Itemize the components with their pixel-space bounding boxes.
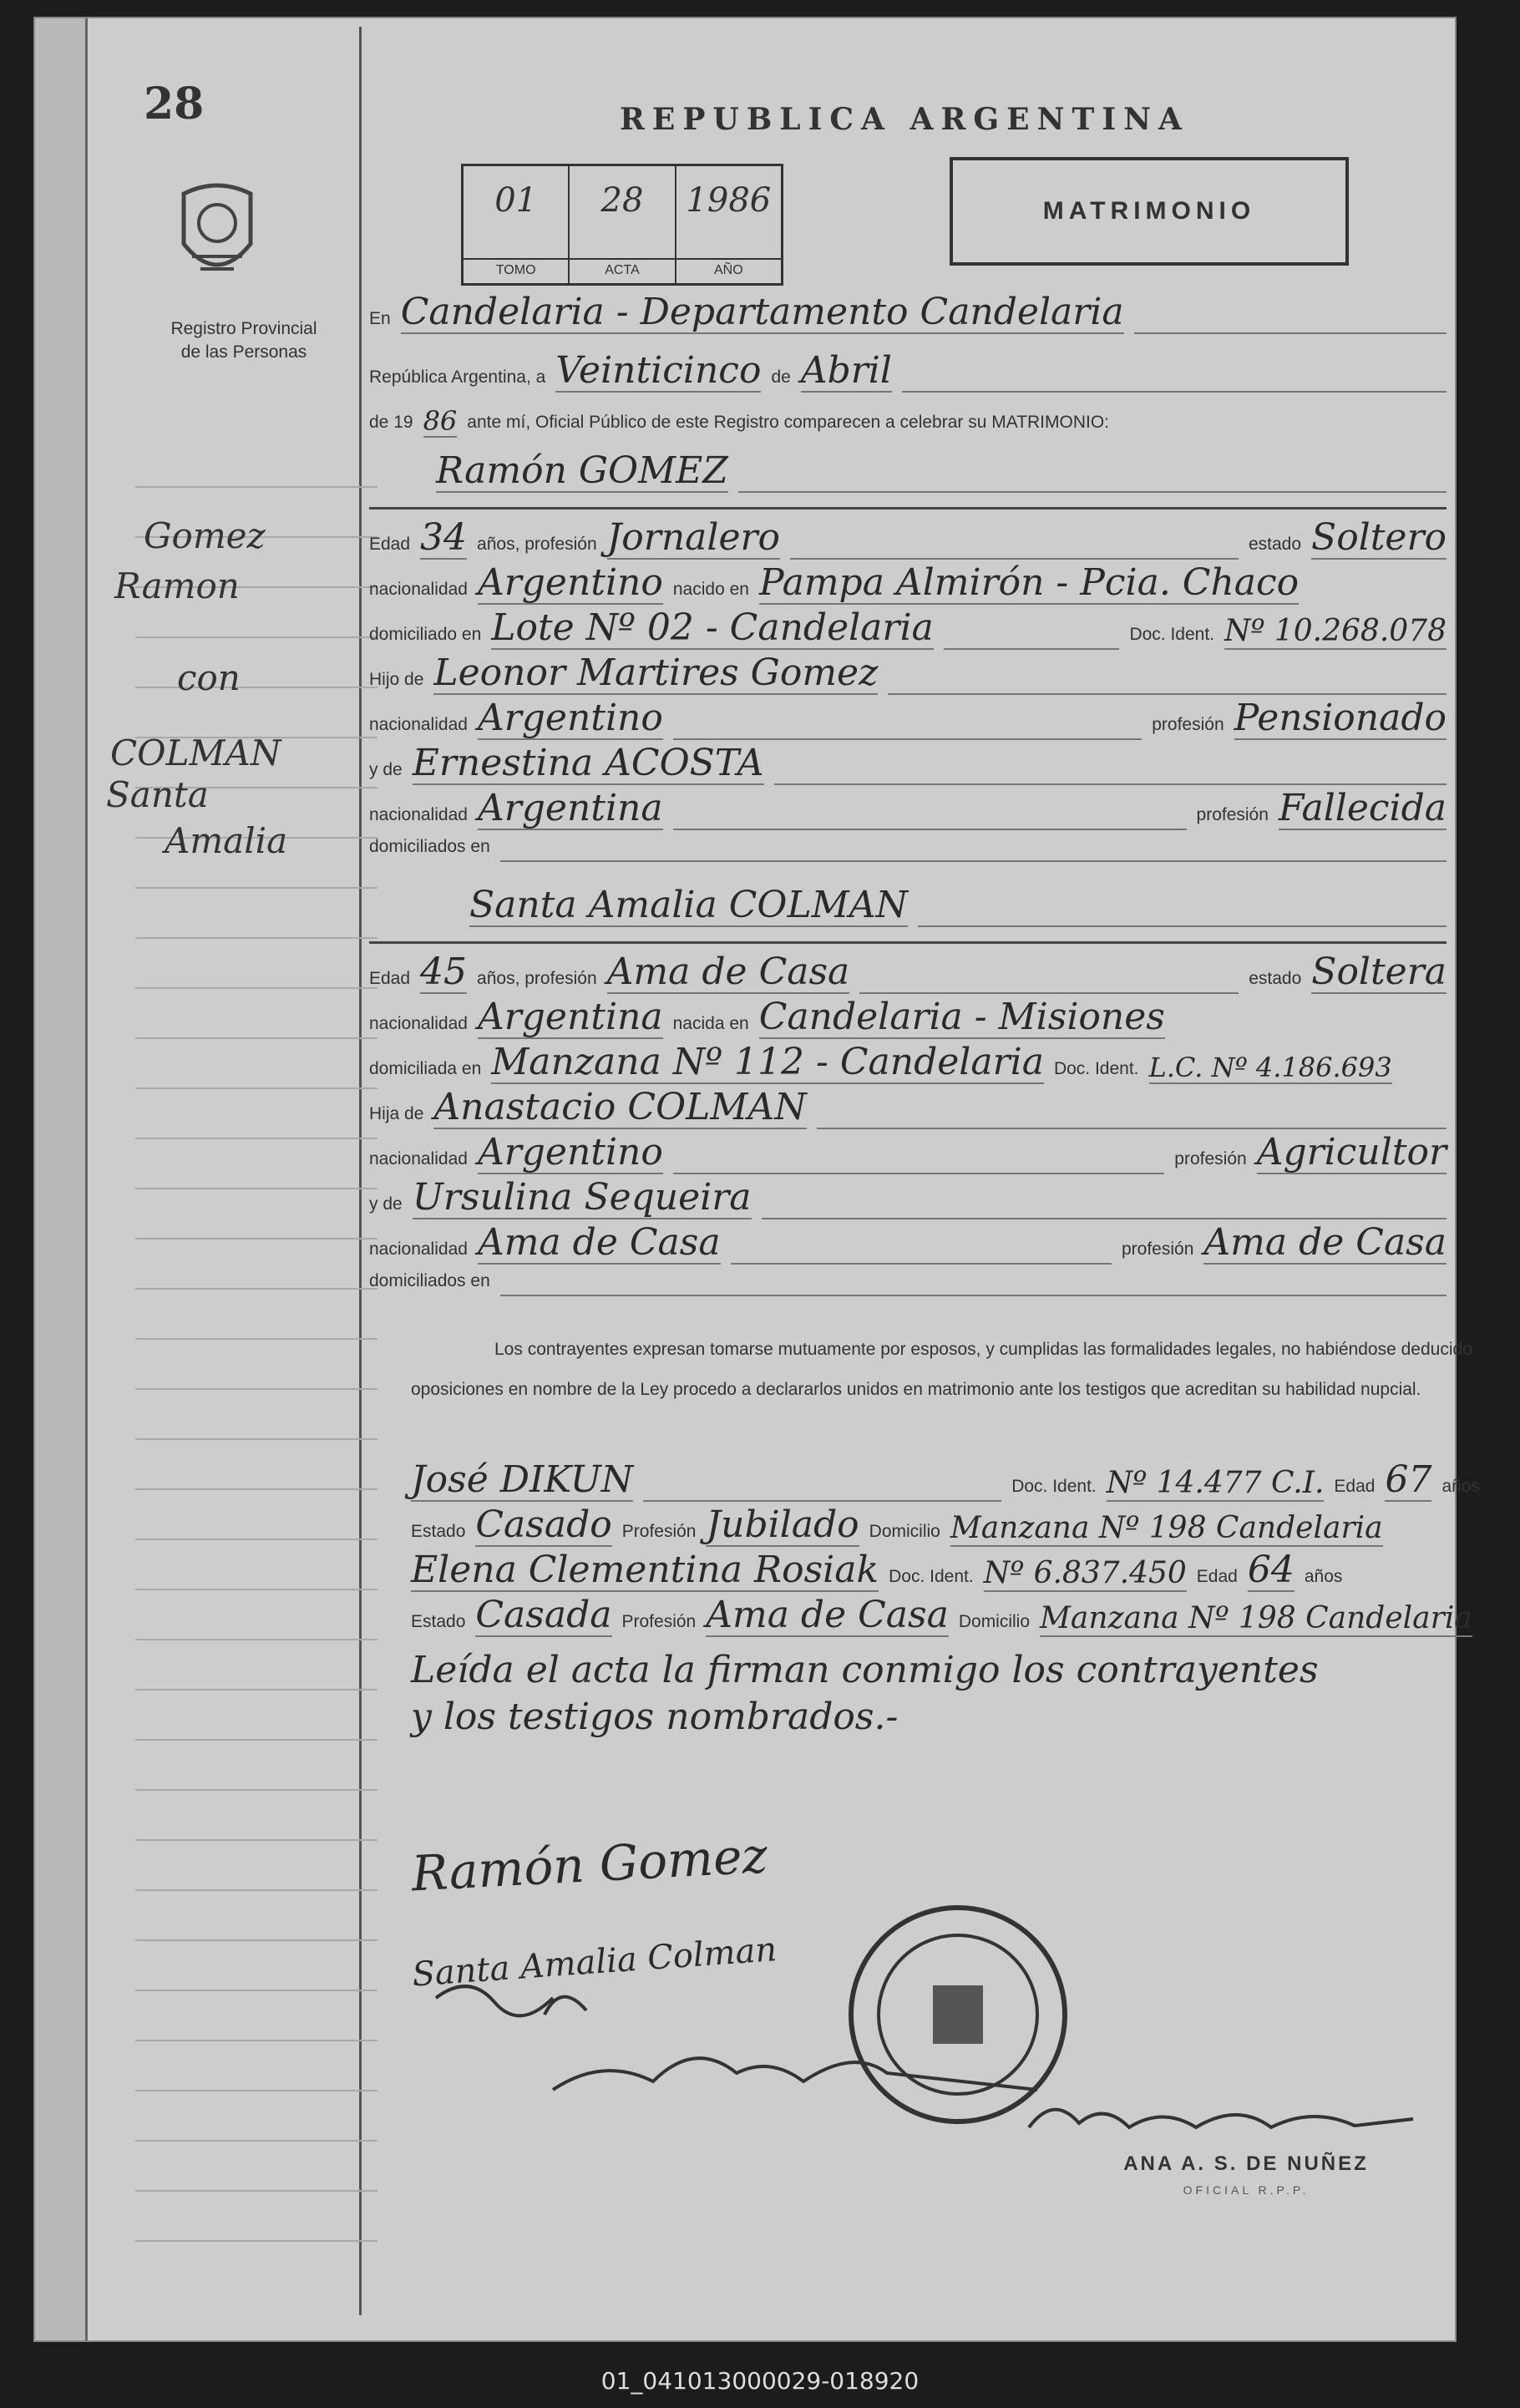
profesion-label: años, profesión xyxy=(477,535,597,554)
month-value: Abril xyxy=(800,349,892,392)
registry-line2: de las Personas xyxy=(180,342,307,362)
register-page xyxy=(33,17,1480,2342)
margin-rule xyxy=(135,1739,377,1741)
nacionalidad-label: nacionalidad xyxy=(369,1149,468,1169)
groom-doc: Nº 10.268.078 xyxy=(1224,614,1447,648)
witness2-address: Manzana Nº 198 Candelaria xyxy=(1040,1601,1472,1635)
ano-label: AÑO xyxy=(676,258,781,278)
domicilio-label: Domicilio xyxy=(869,1522,940,1541)
fill-line xyxy=(944,646,1120,650)
fill-line xyxy=(673,737,1142,740)
document-code: 01_041013000029-018920 xyxy=(600,2367,920,2395)
fill-line xyxy=(918,924,1447,927)
witness1-name: José DIKUN xyxy=(411,1458,634,1501)
section-rule xyxy=(369,941,1447,944)
margin-note-line: Amalia xyxy=(165,820,288,861)
profesion-label: profesión xyxy=(1196,805,1269,824)
witness2-profession: Ama de Casa xyxy=(706,1594,949,1636)
groom-domiciliados-row xyxy=(369,837,1447,862)
fill-line xyxy=(902,389,1447,393)
fill-line xyxy=(673,827,1187,830)
estado-label: estado xyxy=(1248,535,1302,554)
fill-line xyxy=(643,1498,1001,1502)
bride-doc: L.C. Nº 4.186.693 xyxy=(1148,1052,1392,1083)
bride-nationality-row xyxy=(369,996,1447,1039)
groom-father-details-row xyxy=(369,697,1447,740)
profesion-label: profesión xyxy=(1174,1149,1247,1169)
margin-note-line: con xyxy=(177,657,241,698)
margin-rule xyxy=(135,687,377,688)
edad-label: Edad xyxy=(1334,1477,1376,1496)
ano-value: 1986 xyxy=(686,181,772,220)
fill-line xyxy=(1134,331,1447,334)
profesion-label: profesión xyxy=(1121,1239,1194,1259)
margin-rule xyxy=(135,2240,377,2242)
margin-rule xyxy=(135,1889,377,1891)
profesion-label: Profesión xyxy=(621,1522,697,1541)
bride-mother-profession: Ama de Casa xyxy=(1203,1221,1447,1264)
bride-mother: Ursulina Sequeira xyxy=(412,1176,752,1219)
margin-rule xyxy=(135,1288,377,1290)
groom-mother-row xyxy=(369,742,1447,785)
acta-value: 28 xyxy=(600,181,644,220)
groom-mother: Ernestina ACOSTA xyxy=(412,742,764,784)
groom-father-nationality: Argentino xyxy=(477,697,663,739)
fill-line xyxy=(762,1216,1447,1219)
groom-mother-details-row xyxy=(369,787,1447,830)
groom-age: 34 xyxy=(420,516,468,559)
doc-label: Doc. Ident. xyxy=(1129,625,1214,644)
witness1-profession: Jubilado xyxy=(706,1503,859,1546)
record-type-box: MATRIMONIO xyxy=(950,157,1349,266)
record-number-box xyxy=(461,164,783,286)
anos-label: años xyxy=(1441,1477,1480,1496)
acta-cell xyxy=(570,166,676,283)
tomo-value: 01 xyxy=(494,181,538,220)
registry-label xyxy=(135,317,352,364)
ano-cell xyxy=(676,166,781,283)
witness2-doc: Nº 6.837.450 xyxy=(983,1556,1187,1590)
nacida-label: nacida en xyxy=(672,1014,749,1033)
fill-line xyxy=(738,489,1447,493)
bride-father-nationality: Argentino xyxy=(477,1131,663,1174)
hijo-label: Hijo de xyxy=(369,670,424,689)
doc-label: Doc. Ident. xyxy=(889,1567,974,1586)
doc-label: Doc. Ident. xyxy=(1053,1059,1139,1078)
officer-signature-scribble xyxy=(1021,2077,1421,2152)
margin-rule xyxy=(135,1689,377,1691)
groom-name: Ramón GOMEZ xyxy=(436,449,728,492)
edad-label: Edad xyxy=(369,969,411,988)
groom-father: Leonor Martires Gomez xyxy=(433,651,879,694)
margin-rule xyxy=(135,1839,377,1841)
nacionalidad-label: nacionalidad xyxy=(369,580,468,599)
bride-mother-details-row xyxy=(369,1221,1447,1265)
groom-name-row xyxy=(369,449,1447,493)
margin-rule xyxy=(135,1939,377,1941)
profesion-label: Profesión xyxy=(621,1612,697,1631)
groom-profession: Jornalero xyxy=(606,516,781,559)
nacionalidad-label: nacionalidad xyxy=(369,1239,468,1259)
margin-rule xyxy=(135,1990,377,1991)
bride-name: Santa Amalia COLMAN xyxy=(469,884,908,926)
margin-rule xyxy=(135,1188,377,1189)
groom-mother-nationality: Argentina xyxy=(477,787,663,829)
yde-label: y de xyxy=(369,760,403,779)
officer-name: ANA A. S. DE NUÑEZ xyxy=(1123,2152,1369,2175)
witness1-details-row xyxy=(411,1503,1480,1547)
groom-nationality: Argentino xyxy=(477,561,663,604)
bride-signature: Santa Amalia Colman xyxy=(410,1930,778,1995)
bride-profession: Ama de Casa xyxy=(606,951,850,993)
fill-line xyxy=(500,1293,1447,1296)
witness2-name: Elena Clementina Rosiak xyxy=(411,1549,879,1591)
groom-address: Lote Nº 02 - Candelaria xyxy=(491,606,934,649)
yde-label: y de xyxy=(369,1194,403,1214)
profesion-label: años, profesión xyxy=(477,969,597,988)
margin-rule xyxy=(135,1388,377,1390)
intro-statement: ante mí, Oficial Público de este Registro comparecen a celebrar su MATRIMONIO: xyxy=(467,413,1110,432)
groom-signature: Ramón Gomez xyxy=(410,1827,769,1903)
margin-rule xyxy=(135,937,377,939)
bride-address-row xyxy=(369,1041,1447,1084)
margin-rule xyxy=(135,887,377,889)
acta-label: ACTA xyxy=(570,258,674,278)
fill-line xyxy=(673,1171,1164,1174)
margin-rule xyxy=(135,1488,377,1490)
fill-line xyxy=(859,991,1239,994)
year-suffix: 86 xyxy=(423,405,458,437)
fill-line xyxy=(731,1261,1112,1265)
groom-father-row xyxy=(369,651,1447,695)
margin-note-line: Santa xyxy=(106,774,209,815)
section-rule xyxy=(369,507,1447,509)
day-value: Veinticinco xyxy=(555,349,762,392)
intro-date-row xyxy=(369,349,1447,393)
bride-age: 45 xyxy=(420,951,468,993)
bride-birthplace: Candelaria - Misiones xyxy=(758,996,1165,1038)
domiciliados-label: domiciliados en xyxy=(369,837,490,856)
bride-father-row xyxy=(369,1086,1447,1129)
republica-label: República Argentina, a xyxy=(369,368,546,387)
groom-nationality-row xyxy=(369,561,1447,605)
bride-address: Manzana Nº 112 - Candelaria xyxy=(491,1041,1044,1083)
tomo-cell xyxy=(464,166,570,283)
domicilio-label: domiciliada en xyxy=(369,1059,482,1078)
intro-place-row xyxy=(369,291,1447,334)
groom-status: Soltero xyxy=(1311,516,1447,559)
estado-label: estado xyxy=(1249,969,1302,988)
margin-rule xyxy=(135,1589,377,1590)
en-label: En xyxy=(369,309,391,328)
witness1-age: 67 xyxy=(1385,1458,1432,1501)
margin-rule xyxy=(135,486,377,488)
margin-note-line: COLMAN xyxy=(110,733,281,773)
page-number: 28 xyxy=(144,79,205,129)
place-value: Candelaria - Departamento Candelaria xyxy=(400,291,1124,333)
margin-divider xyxy=(359,27,362,2315)
witness2-age: 64 xyxy=(1247,1549,1295,1591)
margin-rule xyxy=(135,987,377,989)
nacionalidad-label: nacionalidad xyxy=(369,715,468,734)
margin-rule xyxy=(135,2190,377,2192)
fill-line xyxy=(774,782,1447,785)
coat-of-arms-icon xyxy=(167,177,267,294)
year-prefix: de 19 xyxy=(369,413,413,432)
groom-age-row xyxy=(369,516,1447,560)
bride-father-profession: Agricultor xyxy=(1256,1131,1447,1174)
margin-rule xyxy=(135,1238,377,1239)
anos-label: años xyxy=(1304,1567,1343,1586)
fill-line xyxy=(888,692,1447,695)
fill-line xyxy=(817,1126,1447,1129)
edad-label: Edad xyxy=(1196,1567,1238,1586)
margin-rule xyxy=(135,1539,377,1540)
margin-rule xyxy=(135,1138,377,1139)
registry-line1: Registro Provincial xyxy=(170,319,317,338)
witness2-details-row xyxy=(411,1594,1480,1637)
witness1-status: Casado xyxy=(475,1503,612,1546)
declaration-text: Los contrayentes expresan tomarse mutuamente por esposos, y cumplidas las formalidades legales, no habiéndose deducido oposiciones en nombre de la Ley procedo a declararlos unidos en matrimonio ante los testigos que acreditan su habilidad nupcial. xyxy=(411,1340,1472,1399)
margin-note-line: Ramon xyxy=(114,565,240,606)
doc-label: Doc. Ident. xyxy=(1011,1477,1097,1496)
witness1-address: Manzana Nº 198 Candelaria xyxy=(950,1511,1383,1545)
domicilio-label: domiciliado en xyxy=(369,625,482,644)
fill-line xyxy=(790,556,1239,560)
page-binding xyxy=(35,18,88,2340)
edad-label: Edad xyxy=(369,535,411,554)
domicilio-label: Domicilio xyxy=(958,1612,1031,1631)
witness1-doc: Nº 14.477 C.I. xyxy=(1106,1466,1325,1500)
margin-rule xyxy=(135,1087,377,1089)
intro-year-row xyxy=(369,405,1447,438)
tomo-label: TOMO xyxy=(464,258,568,278)
fill-line xyxy=(500,859,1447,862)
estado-label: Estado xyxy=(411,1612,466,1631)
margin-rule xyxy=(135,1037,377,1039)
nacionalidad-label: nacionalidad xyxy=(369,805,468,824)
witness1-row xyxy=(411,1458,1480,1502)
margin-rule xyxy=(135,1338,377,1340)
closing-line-1: Leída el acta la firman conmigo los contrayentes xyxy=(411,1649,1319,1691)
groom-mother-profession: Fallecida xyxy=(1278,787,1447,829)
de-label: de xyxy=(771,368,791,387)
bride-father-details-row xyxy=(369,1131,1447,1174)
margin-rule xyxy=(135,1789,377,1791)
hija-label: Hija de xyxy=(369,1104,424,1123)
bride-domiciliados-row xyxy=(369,1271,1447,1296)
margin-rule xyxy=(135,636,377,638)
margin-rule xyxy=(135,2090,377,2091)
margin-rule xyxy=(135,2040,377,2041)
bride-father: Anastacio COLMAN xyxy=(433,1086,807,1128)
officer-title: OFICIAL R.P.P. xyxy=(1183,2183,1310,2197)
margin-rule xyxy=(135,1639,377,1640)
nacido-label: nacido en xyxy=(672,580,749,599)
witness2-status: Casada xyxy=(475,1594,612,1636)
bride-status: Soltera xyxy=(1311,951,1447,993)
bride-name-row xyxy=(369,884,1447,927)
estado-label: Estado xyxy=(411,1522,466,1541)
witness2-row xyxy=(411,1549,1480,1592)
bride-mother-row xyxy=(369,1176,1447,1219)
closing-line-2: y los testigos nombrados.- xyxy=(411,1696,899,1738)
page-title: REPUBLICA ARGENTINA xyxy=(620,102,1189,137)
profesion-label: profesión xyxy=(1152,715,1224,734)
groom-birthplace: Pampa Almirón - Pcia. Chaco xyxy=(758,561,1300,604)
bride-nationality: Argentina xyxy=(477,996,663,1038)
bride-age-row xyxy=(369,951,1447,994)
bride-mother-nationality: Ama de Casa xyxy=(477,1221,721,1264)
margin-rule xyxy=(135,1438,377,1440)
domiciliados-label: domiciliados en xyxy=(369,1271,490,1290)
groom-father-profession: Pensionado xyxy=(1234,697,1447,739)
nacionalidad-label: nacionalidad xyxy=(369,1014,468,1033)
groom-address-row xyxy=(369,606,1447,650)
margin-rule xyxy=(135,2140,377,2142)
margin-note-line: Gomez xyxy=(144,515,266,556)
